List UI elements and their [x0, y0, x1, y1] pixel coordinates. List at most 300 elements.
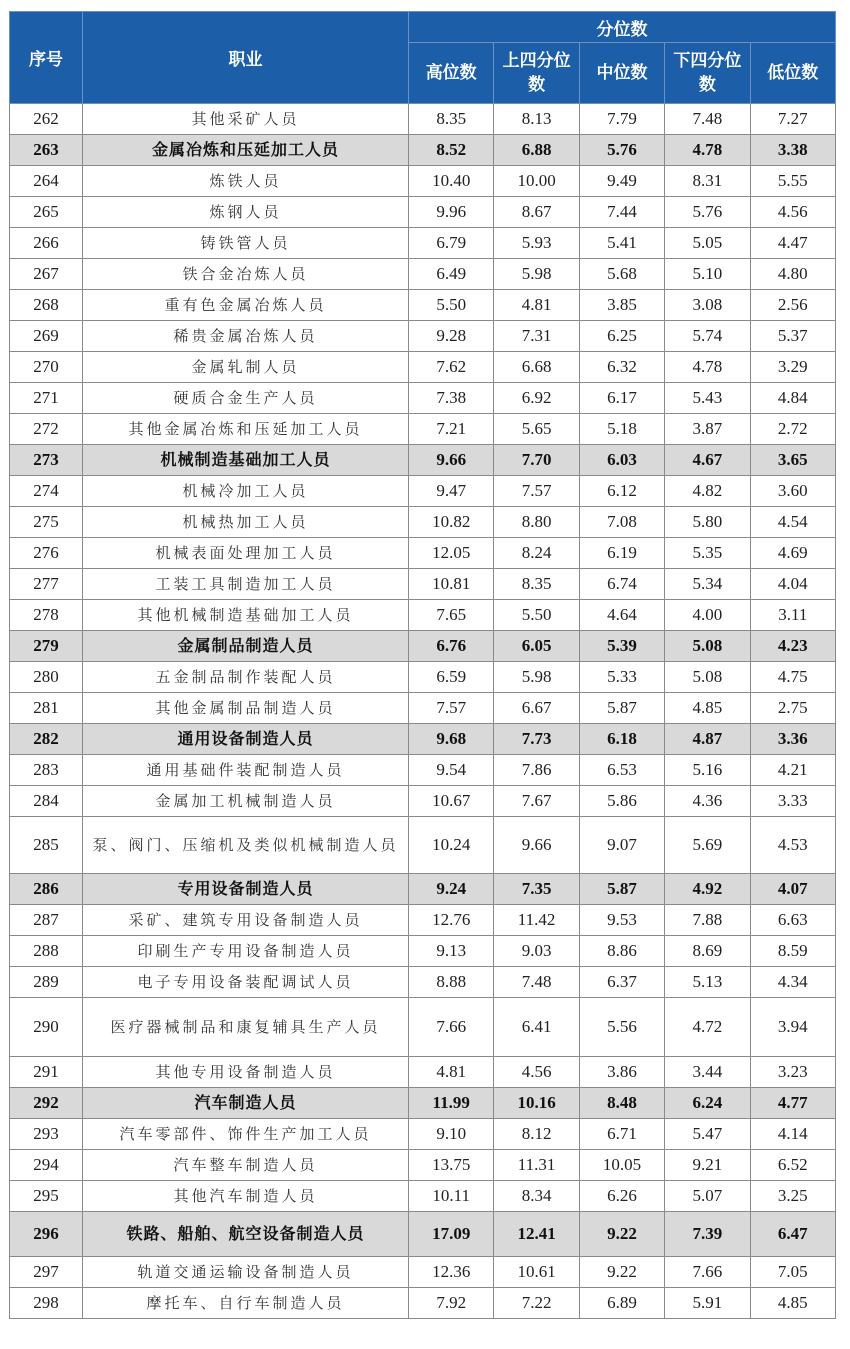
row-seq-cell: 296	[10, 1212, 83, 1257]
low-value-cell: 6.47	[750, 1212, 835, 1257]
high-value-cell: 7.92	[409, 1288, 494, 1319]
upper-quartile-cell: 7.57	[494, 476, 579, 507]
table-body	[10, 104, 836, 1319]
median-cell: 5.68	[579, 259, 664, 290]
upper-quartile-cell: 7.86	[494, 755, 579, 786]
upper-quartile-cell: 8.80	[494, 507, 579, 538]
high-value-cell: 8.35	[409, 104, 494, 135]
table-row	[10, 662, 836, 693]
upper-quartile-cell: 9.66	[494, 817, 579, 874]
occupation-cell: 其他金属冶炼和压延加工人员	[83, 414, 409, 445]
row-seq-cell: 269	[10, 321, 83, 352]
occupation-cell: 通用基础件装配制造人员	[83, 755, 409, 786]
upper-quartile-cell: 6.41	[494, 998, 579, 1057]
high-value-cell: 9.66	[409, 445, 494, 476]
high-value-cell: 10.82	[409, 507, 494, 538]
low-value-cell: 4.23	[750, 631, 835, 662]
high-value-cell: 6.79	[409, 228, 494, 259]
row-seq-cell: 298	[10, 1288, 83, 1319]
upper-quartile-cell: 5.98	[494, 662, 579, 693]
high-value-cell: 12.76	[409, 905, 494, 936]
high-value-cell: 9.47	[409, 476, 494, 507]
row-seq-cell: 288	[10, 936, 83, 967]
table-row	[10, 1181, 836, 1212]
table-row	[10, 755, 836, 786]
upper-quartile-cell: 7.48	[494, 967, 579, 998]
occupation-cell: 其他机械制造基础加工人员	[83, 600, 409, 631]
lower-quartile-cell: 4.78	[665, 135, 750, 166]
row-seq-cell: 276	[10, 538, 83, 569]
occupation-cell: 医疗器械制品和康复辅具生产人员	[83, 998, 409, 1057]
median-cell: 6.25	[579, 321, 664, 352]
row-seq-cell: 277	[10, 569, 83, 600]
median-cell: 6.89	[579, 1288, 664, 1319]
table-row	[10, 1119, 836, 1150]
median-cell: 5.87	[579, 693, 664, 724]
lower-quartile-cell: 3.87	[665, 414, 750, 445]
occupation-cell: 汽车零部件、饰件生产加工人员	[83, 1119, 409, 1150]
table-row	[10, 1257, 836, 1288]
lower-quartile-cell: 5.10	[665, 259, 750, 290]
median-cell: 5.76	[579, 135, 664, 166]
occupation-cell: 炼钢人员	[83, 197, 409, 228]
high-value-cell: 6.59	[409, 662, 494, 693]
lower-quartile-cell: 5.13	[665, 967, 750, 998]
row-seq-cell: 283	[10, 755, 83, 786]
occupation-cell: 汽车整车制造人员	[83, 1150, 409, 1181]
row-seq-cell: 292	[10, 1088, 83, 1119]
occupation-cell: 专用设备制造人员	[83, 874, 409, 905]
low-value-cell: 4.80	[750, 259, 835, 290]
upper-quartile-cell: 12.41	[494, 1212, 579, 1257]
category-row	[10, 724, 836, 755]
upper-quartile-cell: 7.35	[494, 874, 579, 905]
low-value-cell: 4.85	[750, 1288, 835, 1319]
row-seq-cell: 271	[10, 383, 83, 414]
high-value-cell: 4.81	[409, 1057, 494, 1088]
low-value-cell: 2.56	[750, 290, 835, 321]
occupation-cell: 金属加工机械制造人员	[83, 786, 409, 817]
table-row	[10, 693, 836, 724]
header-upper-quartile: 上四分位数	[494, 43, 579, 104]
upper-quartile-cell: 4.81	[494, 290, 579, 321]
upper-quartile-cell: 8.34	[494, 1181, 579, 1212]
table-row	[10, 817, 836, 874]
table-row	[10, 600, 836, 631]
low-value-cell: 3.38	[750, 135, 835, 166]
upper-quartile-cell: 8.12	[494, 1119, 579, 1150]
row-seq-cell: 294	[10, 1150, 83, 1181]
high-value-cell: 10.40	[409, 166, 494, 197]
occupation-cell: 硬质合金生产人员	[83, 383, 409, 414]
table-row	[10, 259, 836, 290]
upper-quartile-cell: 10.61	[494, 1257, 579, 1288]
lower-quartile-cell: 7.39	[665, 1212, 750, 1257]
median-cell: 7.08	[579, 507, 664, 538]
category-row	[10, 445, 836, 476]
low-value-cell: 2.72	[750, 414, 835, 445]
lower-quartile-cell: 5.69	[665, 817, 750, 874]
row-seq-cell: 268	[10, 290, 83, 321]
lower-quartile-cell: 5.08	[665, 662, 750, 693]
lower-quartile-cell: 3.44	[665, 1057, 750, 1088]
lower-quartile-cell: 4.82	[665, 476, 750, 507]
high-value-cell: 9.10	[409, 1119, 494, 1150]
occupation-cell: 其他专用设备制造人员	[83, 1057, 409, 1088]
median-cell: 5.39	[579, 631, 664, 662]
median-cell: 7.79	[579, 104, 664, 135]
low-value-cell: 6.52	[750, 1150, 835, 1181]
median-cell: 7.44	[579, 197, 664, 228]
row-seq-cell: 282	[10, 724, 83, 755]
high-value-cell: 9.28	[409, 321, 494, 352]
row-seq-cell: 264	[10, 166, 83, 197]
lower-quartile-cell: 5.80	[665, 507, 750, 538]
occupation-cell: 轨道交通运输设备制造人员	[83, 1257, 409, 1288]
median-cell: 5.87	[579, 874, 664, 905]
low-value-cell: 7.27	[750, 104, 835, 135]
low-value-cell: 3.60	[750, 476, 835, 507]
low-value-cell: 3.36	[750, 724, 835, 755]
high-value-cell: 13.75	[409, 1150, 494, 1181]
row-seq-cell: 278	[10, 600, 83, 631]
median-cell: 6.18	[579, 724, 664, 755]
upper-quartile-cell: 5.50	[494, 600, 579, 631]
occupation-cell: 金属冶炼和压延加工人员	[83, 135, 409, 166]
row-seq-cell: 297	[10, 1257, 83, 1288]
upper-quartile-cell: 8.67	[494, 197, 579, 228]
low-value-cell: 8.59	[750, 936, 835, 967]
occupation-cell: 铁合金冶炼人员	[83, 259, 409, 290]
lower-quartile-cell: 7.48	[665, 104, 750, 135]
lower-quartile-cell: 7.66	[665, 1257, 750, 1288]
median-cell: 6.12	[579, 476, 664, 507]
upper-quartile-cell: 8.35	[494, 569, 579, 600]
low-value-cell: 4.14	[750, 1119, 835, 1150]
table-row	[10, 1057, 836, 1088]
upper-quartile-cell: 6.05	[494, 631, 579, 662]
low-value-cell: 4.21	[750, 755, 835, 786]
table-row	[10, 197, 836, 228]
occupation-cell: 其他金属制品制造人员	[83, 693, 409, 724]
median-cell: 9.22	[579, 1212, 664, 1257]
low-value-cell: 6.63	[750, 905, 835, 936]
lower-quartile-cell: 5.47	[665, 1119, 750, 1150]
row-seq-cell: 265	[10, 197, 83, 228]
header-lower-quartile: 下四分位数	[665, 43, 750, 104]
occupation-cell: 机械制造基础加工人员	[83, 445, 409, 476]
header-seq: 序号	[10, 12, 83, 104]
lower-quartile-cell: 4.72	[665, 998, 750, 1057]
median-cell: 5.56	[579, 998, 664, 1057]
lower-quartile-cell: 5.08	[665, 631, 750, 662]
median-cell: 6.32	[579, 352, 664, 383]
median-cell: 6.26	[579, 1181, 664, 1212]
row-seq-cell: 279	[10, 631, 83, 662]
occupation-cell: 金属轧制人员	[83, 352, 409, 383]
low-value-cell: 4.75	[750, 662, 835, 693]
low-value-cell: 3.23	[750, 1057, 835, 1088]
upper-quartile-cell: 7.31	[494, 321, 579, 352]
lower-quartile-cell: 8.31	[665, 166, 750, 197]
upper-quartile-cell: 7.70	[494, 445, 579, 476]
median-cell: 6.71	[579, 1119, 664, 1150]
lower-quartile-cell: 5.91	[665, 1288, 750, 1319]
wage-percentile-table-container	[9, 11, 835, 1319]
low-value-cell: 7.05	[750, 1257, 835, 1288]
table-row	[10, 1288, 836, 1319]
category-row	[10, 1088, 836, 1119]
low-value-cell: 3.25	[750, 1181, 835, 1212]
low-value-cell: 3.11	[750, 600, 835, 631]
high-value-cell: 12.36	[409, 1257, 494, 1288]
high-value-cell: 9.13	[409, 936, 494, 967]
table-row	[10, 383, 836, 414]
high-value-cell: 7.57	[409, 693, 494, 724]
table-row	[10, 905, 836, 936]
lower-quartile-cell: 4.36	[665, 786, 750, 817]
median-cell: 8.86	[579, 936, 664, 967]
lower-quartile-cell: 5.34	[665, 569, 750, 600]
table-row	[10, 476, 836, 507]
high-value-cell: 7.65	[409, 600, 494, 631]
table-row	[10, 104, 836, 135]
header-occupation: 职业	[83, 12, 409, 104]
median-cell: 4.64	[579, 600, 664, 631]
high-value-cell: 6.49	[409, 259, 494, 290]
occupation-cell: 铸铁管人员	[83, 228, 409, 259]
occupation-cell: 泵、阀门、压缩机及类似机械制造人员	[83, 817, 409, 874]
low-value-cell: 3.65	[750, 445, 835, 476]
occupation-cell: 采矿、建筑专用设备制造人员	[83, 905, 409, 936]
high-value-cell: 6.76	[409, 631, 494, 662]
occupation-cell: 金属制品制造人员	[83, 631, 409, 662]
occupation-cell: 稀贵金属冶炼人员	[83, 321, 409, 352]
lower-quartile-cell: 6.24	[665, 1088, 750, 1119]
upper-quartile-cell: 6.92	[494, 383, 579, 414]
median-cell: 9.49	[579, 166, 664, 197]
high-value-cell: 10.67	[409, 786, 494, 817]
low-value-cell: 4.69	[750, 538, 835, 569]
low-value-cell: 5.55	[750, 166, 835, 197]
low-value-cell: 4.56	[750, 197, 835, 228]
row-seq-cell: 270	[10, 352, 83, 383]
lower-quartile-cell: 5.05	[665, 228, 750, 259]
high-value-cell: 7.66	[409, 998, 494, 1057]
upper-quartile-cell: 5.98	[494, 259, 579, 290]
occupation-cell: 通用设备制造人员	[83, 724, 409, 755]
lower-quartile-cell: 4.85	[665, 693, 750, 724]
lower-quartile-cell: 4.00	[665, 600, 750, 631]
category-row	[10, 874, 836, 905]
upper-quartile-cell: 11.31	[494, 1150, 579, 1181]
row-seq-cell: 274	[10, 476, 83, 507]
occupation-cell: 炼铁人员	[83, 166, 409, 197]
high-value-cell: 7.62	[409, 352, 494, 383]
occupation-cell: 印刷生产专用设备制造人员	[83, 936, 409, 967]
table-row	[10, 507, 836, 538]
median-cell: 10.05	[579, 1150, 664, 1181]
high-value-cell: 12.05	[409, 538, 494, 569]
high-value-cell: 8.52	[409, 135, 494, 166]
upper-quartile-cell: 4.56	[494, 1057, 579, 1088]
low-value-cell: 3.94	[750, 998, 835, 1057]
median-cell: 6.19	[579, 538, 664, 569]
high-value-cell: 9.96	[409, 197, 494, 228]
lower-quartile-cell: 4.87	[665, 724, 750, 755]
header-high: 高位数	[409, 43, 494, 104]
header-median: 中位数	[579, 43, 664, 104]
lower-quartile-cell: 5.35	[665, 538, 750, 569]
lower-quartile-cell: 3.08	[665, 290, 750, 321]
median-cell: 6.74	[579, 569, 664, 600]
low-value-cell: 4.34	[750, 967, 835, 998]
occupation-cell: 机械热加工人员	[83, 507, 409, 538]
table-row	[10, 936, 836, 967]
row-seq-cell: 266	[10, 228, 83, 259]
low-value-cell: 4.47	[750, 228, 835, 259]
row-seq-cell: 280	[10, 662, 83, 693]
upper-quartile-cell: 7.67	[494, 786, 579, 817]
high-value-cell: 7.38	[409, 383, 494, 414]
low-value-cell: 4.84	[750, 383, 835, 414]
lower-quartile-cell: 4.78	[665, 352, 750, 383]
table-row	[10, 967, 836, 998]
row-seq-cell: 284	[10, 786, 83, 817]
low-value-cell: 4.04	[750, 569, 835, 600]
row-seq-cell: 291	[10, 1057, 83, 1088]
upper-quartile-cell: 9.03	[494, 936, 579, 967]
category-row	[10, 631, 836, 662]
low-value-cell: 4.07	[750, 874, 835, 905]
row-seq-cell: 293	[10, 1119, 83, 1150]
low-value-cell: 4.54	[750, 507, 835, 538]
occupation-cell: 汽车制造人员	[83, 1088, 409, 1119]
median-cell: 9.22	[579, 1257, 664, 1288]
row-seq-cell: 281	[10, 693, 83, 724]
table-row	[10, 290, 836, 321]
median-cell: 3.86	[579, 1057, 664, 1088]
occupation-cell: 其他汽车制造人员	[83, 1181, 409, 1212]
low-value-cell: 4.77	[750, 1088, 835, 1119]
occupation-cell: 电子专用设备装配调试人员	[83, 967, 409, 998]
median-cell: 3.85	[579, 290, 664, 321]
median-cell: 6.03	[579, 445, 664, 476]
upper-quartile-cell: 10.00	[494, 166, 579, 197]
table-row	[10, 166, 836, 197]
table-row	[10, 352, 836, 383]
wage-percentile-table	[9, 11, 836, 1319]
table-row	[10, 414, 836, 445]
row-seq-cell: 285	[10, 817, 83, 874]
row-seq-cell: 272	[10, 414, 83, 445]
high-value-cell: 10.11	[409, 1181, 494, 1212]
lower-quartile-cell: 5.16	[665, 755, 750, 786]
low-value-cell: 2.75	[750, 693, 835, 724]
median-cell: 9.53	[579, 905, 664, 936]
upper-quartile-cell: 11.42	[494, 905, 579, 936]
table-header	[10, 12, 836, 104]
median-cell: 5.41	[579, 228, 664, 259]
row-seq-cell: 287	[10, 905, 83, 936]
header-percentile-group: 分位数	[409, 12, 836, 43]
lower-quartile-cell: 4.92	[665, 874, 750, 905]
upper-quartile-cell: 6.88	[494, 135, 579, 166]
category-row	[10, 1212, 836, 1257]
upper-quartile-cell: 8.24	[494, 538, 579, 569]
occupation-cell: 重有色金属冶炼人员	[83, 290, 409, 321]
row-seq-cell: 267	[10, 259, 83, 290]
upper-quartile-cell: 5.93	[494, 228, 579, 259]
upper-quartile-cell: 8.13	[494, 104, 579, 135]
category-row	[10, 135, 836, 166]
header-low: 低位数	[750, 43, 835, 104]
median-cell: 6.17	[579, 383, 664, 414]
high-value-cell: 5.50	[409, 290, 494, 321]
row-seq-cell: 273	[10, 445, 83, 476]
high-value-cell: 11.99	[409, 1088, 494, 1119]
low-value-cell: 4.53	[750, 817, 835, 874]
row-seq-cell: 275	[10, 507, 83, 538]
low-value-cell: 5.37	[750, 321, 835, 352]
lower-quartile-cell: 5.74	[665, 321, 750, 352]
median-cell: 5.86	[579, 786, 664, 817]
occupation-cell: 铁路、船舶、航空设备制造人员	[83, 1212, 409, 1257]
low-value-cell: 3.33	[750, 786, 835, 817]
median-cell: 8.48	[579, 1088, 664, 1119]
occupation-cell: 机械冷加工人员	[83, 476, 409, 507]
occupation-cell: 机械表面处理加工人员	[83, 538, 409, 569]
table-row	[10, 998, 836, 1057]
high-value-cell: 9.68	[409, 724, 494, 755]
median-cell: 5.18	[579, 414, 664, 445]
row-seq-cell: 263	[10, 135, 83, 166]
median-cell: 5.33	[579, 662, 664, 693]
high-value-cell: 9.24	[409, 874, 494, 905]
lower-quartile-cell: 4.67	[665, 445, 750, 476]
upper-quartile-cell: 6.68	[494, 352, 579, 383]
upper-quartile-cell: 6.67	[494, 693, 579, 724]
row-seq-cell: 262	[10, 104, 83, 135]
lower-quartile-cell: 5.07	[665, 1181, 750, 1212]
high-value-cell: 17.09	[409, 1212, 494, 1257]
high-value-cell: 10.24	[409, 817, 494, 874]
lower-quartile-cell: 9.21	[665, 1150, 750, 1181]
low-value-cell: 3.29	[750, 352, 835, 383]
table-row	[10, 538, 836, 569]
lower-quartile-cell: 7.88	[665, 905, 750, 936]
high-value-cell: 7.21	[409, 414, 494, 445]
lower-quartile-cell: 5.43	[665, 383, 750, 414]
table-row	[10, 786, 836, 817]
median-cell: 9.07	[579, 817, 664, 874]
occupation-cell: 摩托车、自行车制造人员	[83, 1288, 409, 1319]
table-row	[10, 228, 836, 259]
lower-quartile-cell: 8.69	[665, 936, 750, 967]
row-seq-cell: 289	[10, 967, 83, 998]
occupation-cell: 其他采矿人员	[83, 104, 409, 135]
row-seq-cell: 295	[10, 1181, 83, 1212]
high-value-cell: 8.88	[409, 967, 494, 998]
row-seq-cell: 286	[10, 874, 83, 905]
upper-quartile-cell: 5.65	[494, 414, 579, 445]
median-cell: 6.53	[579, 755, 664, 786]
occupation-cell: 工装工具制造加工人员	[83, 569, 409, 600]
high-value-cell: 10.81	[409, 569, 494, 600]
upper-quartile-cell: 10.16	[494, 1088, 579, 1119]
upper-quartile-cell: 7.73	[494, 724, 579, 755]
table-row	[10, 1150, 836, 1181]
